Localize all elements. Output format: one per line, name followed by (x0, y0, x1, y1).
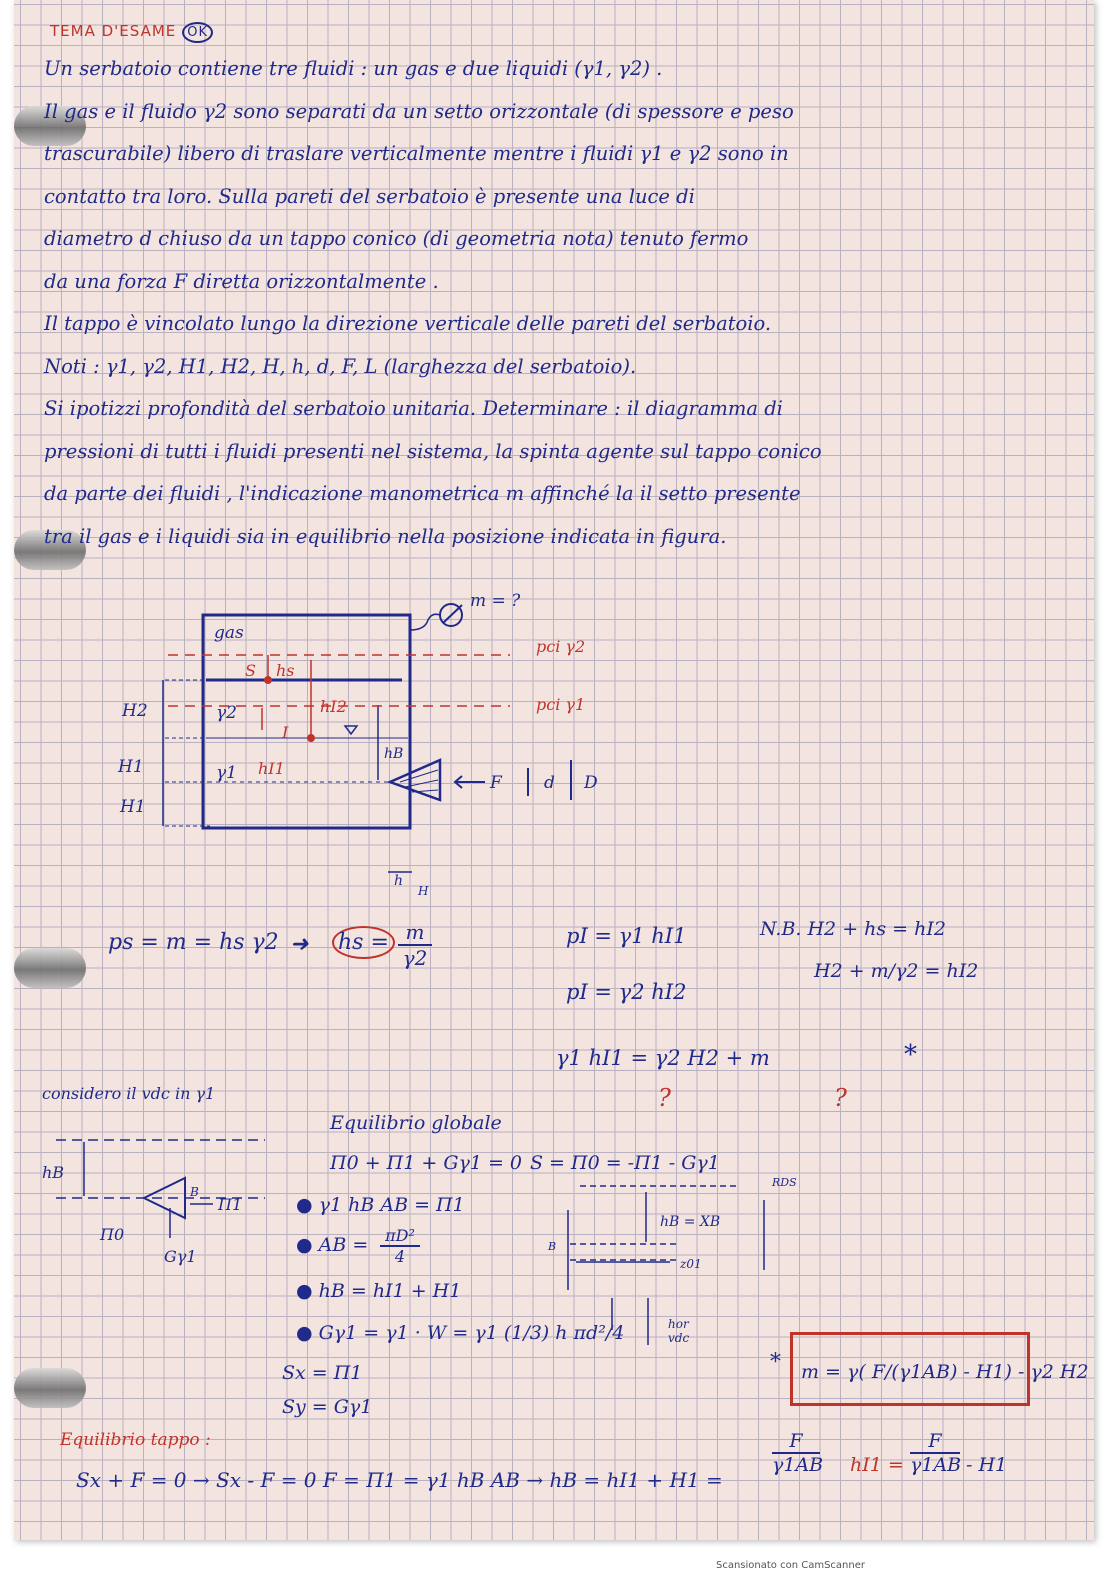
tappo-frac-num: F (772, 1430, 820, 1454)
label-hI1: hI1 (258, 759, 285, 778)
label-pci-g1: pci γ1 (536, 695, 586, 714)
tappo-heading: Equilibrio tappo : (60, 1430, 211, 1450)
vdc-label-G: Gγ1 (164, 1247, 197, 1266)
bullet-3-text: hB = hI1 + H1 (318, 1280, 462, 1302)
result-star: * (770, 1350, 781, 1375)
bullet-1: ● γ1 hB AB = Π1 (296, 1194, 465, 1216)
label-manometer: m = ? (470, 591, 521, 611)
point-I (308, 735, 315, 742)
question-mark: ? (658, 1084, 671, 1112)
label-hI2: hI2 (320, 697, 347, 716)
statement-line: trascurabile) libero di traslare verticalmente mentre i fluidi γ1 e γ2 sono in (44, 142, 789, 165)
ok-badge: OK (182, 22, 213, 43)
arrow-glyph: ➜ (290, 932, 309, 957)
label-I: I (282, 723, 289, 742)
vdc-heading: considero il vdc in γ1 (42, 1084, 216, 1103)
sketch-label-rds: RDS (772, 1176, 797, 1189)
vdc-label-hB: hB (42, 1163, 65, 1182)
label-hs: hs (276, 661, 295, 680)
result-formula: m = γ( F/(γ1AB) - H1) - γ2 H2 (801, 1361, 1089, 1383)
statement-line: Noti : γ1, γ2, H1, H2, H, h, d, F, L (larghezza del serbatoio). (44, 354, 637, 378)
label-d: d (544, 773, 555, 793)
sketch-label-hor: hor (668, 1317, 689, 1331)
label-hB: hB (384, 746, 404, 762)
label-H: H (418, 884, 429, 898)
tappo-hI1-label: hI1 = (850, 1454, 904, 1476)
statement-line: da una forza F diretta orizzontalmente . (44, 269, 439, 293)
ab-num: πD² (380, 1226, 420, 1247)
label-S: S (245, 661, 256, 680)
tappo-hI1-tail: - H1 (966, 1454, 1008, 1476)
sketch-label-B: B (548, 1240, 557, 1253)
free-surface-triangle (345, 726, 357, 734)
global-eq2: S = Π0 = -Π1 - Gγ1 (530, 1152, 720, 1174)
hs-circled: hs = (332, 926, 395, 959)
tappo-frac-den: γ1AB (772, 1454, 824, 1476)
eq-pI-gamma1: pI = γ1 hI1 (566, 924, 687, 948)
eq-ps: ps = m = hs γ2 (108, 930, 279, 955)
tappo-hI1-fraction (910, 1430, 960, 1476)
label-F: F (490, 773, 502, 793)
tappo-hI1-den: γ1AB (910, 1454, 962, 1476)
manometer-needle (443, 605, 462, 623)
eq-nb1: N.B. H2 + hs = hI2 (760, 918, 946, 940)
vdc-label-B: B (190, 1185, 199, 1199)
statement-line: diametro d chiuso da un tappo conico (di geometria nota) tenuto fermo (44, 227, 749, 250)
hs-expression (332, 930, 395, 955)
vdc-label-Pi0: Π0 (100, 1225, 125, 1244)
label-H1-lower: H1 (120, 797, 146, 817)
scanner-footer: Scansionato con CamScanner (716, 1560, 865, 1571)
eq-sx: Sx = Π1 (282, 1362, 363, 1384)
label-gamma1: γ1 (216, 763, 237, 783)
conical-plug (390, 760, 440, 800)
statement-line: Il tappo è vincolato lungo la direzione verticale delle pareti del serbatoio. (44, 312, 772, 335)
bullet-2: ● AB = (296, 1234, 369, 1256)
star-marker: * (904, 1040, 917, 1070)
statement-line: Il gas e il fluido γ2 sono separati da un setto orizzontale (di spessore e peso (44, 99, 794, 123)
statement-line: pressioni di tutti i fluidi presenti nel sistema, la spinta agente sul tappo conico (44, 439, 822, 463)
statement-line: da parte dei fluidi , l'indicazione manometrica m affinché la il setto presente (44, 482, 801, 505)
hs-num: m (398, 920, 432, 946)
manometer-tube (410, 614, 440, 630)
label-H2: H2 (122, 701, 148, 721)
binder-ring (14, 1368, 86, 1408)
sketch-label-z01: z01 (680, 1257, 702, 1271)
hs-den: γ2 (402, 946, 428, 970)
eq-nb2: H2 + m/γ2 = hI2 (814, 960, 979, 982)
ab-den: 4 (394, 1247, 406, 1266)
global-heading: Equilibrio globale (330, 1112, 502, 1134)
ab-fraction (380, 1226, 420, 1266)
sketch-label-vdc: vdc (668, 1331, 690, 1345)
hs-fraction (398, 920, 432, 970)
result-box (790, 1332, 1089, 1406)
statement-line: Si ipotizzi profondità del serbatoio unitaria. Determinare : il diagramma di (44, 397, 783, 420)
label-h: h (394, 873, 404, 889)
label-H1-upper: H1 (118, 757, 144, 777)
bullet-3: ● hB = hI1 + H1 (296, 1280, 462, 1302)
vdc-label-Pi1: Π1 (218, 1195, 243, 1214)
tappo-fraction (772, 1430, 824, 1476)
bullet-4: ● Gγ1 = γ1 · W = γ1 (1/3) h πd²/4 (296, 1322, 625, 1344)
global-eq1: Π0 + Π1 + Gγ1 = 0 (330, 1152, 523, 1174)
title-text: TEMA D'ESAME (50, 22, 177, 40)
binder-ring (14, 948, 86, 988)
statement-line: Un serbatoio contiene tre fluidi : un gas e due liquidi (γ1, γ2) . (44, 57, 663, 80)
bullet-4-text: Gγ1 = γ1 · W = γ1 (1/3) h πd²/4 (318, 1322, 625, 1344)
sketch-label-hbxb: hB = XB (660, 1214, 721, 1230)
question-mark: ? (834, 1084, 847, 1112)
tappo-equation: Sx + F = 0 → Sx - F = 0 F = Π1 = γ1 hB AB → hB = hI1 + H1 = (76, 1468, 723, 1492)
tappo-hI1-num: F (910, 1430, 960, 1454)
vdc-sketch (40, 1120, 280, 1300)
statement-line: tra il gas e i liquidi sia in equilibrio nella posizione indicata in figura. (44, 524, 727, 548)
eq-pI-gamma2: pI = γ2 hI2 (566, 980, 687, 1004)
point-S (265, 677, 272, 684)
label-gas: gas (214, 623, 244, 643)
label-gamma2: γ2 (216, 703, 237, 723)
eq-sy: Sy = Gγ1 (282, 1396, 373, 1418)
bullet-1-text: γ1 hB AB = Π1 (318, 1194, 465, 1216)
label-D: D (584, 773, 598, 793)
label-pci-g2: pci γ2 (536, 637, 586, 656)
eq-balance: γ1 hI1 = γ2 H2 + m (556, 1046, 770, 1070)
statement-line: contatto tra loro. Sulla pareti del serbatoio è presente una luce di (44, 184, 695, 208)
bullet-2-text: AB = (318, 1234, 369, 1256)
